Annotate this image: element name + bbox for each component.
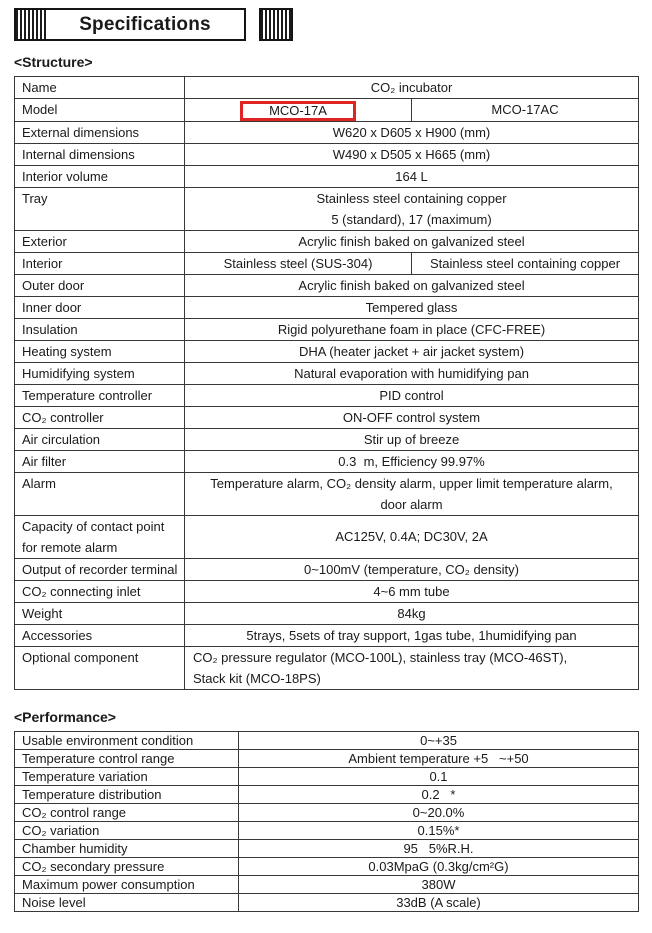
row-label: Tray [15,187,185,230]
row-value [185,580,639,602]
table-row [15,785,639,803]
value-text: Acrylic finish baked on galvanized steel [298,277,525,293]
row-value [185,362,639,384]
title-box [14,8,246,41]
row-label: Outer door [15,274,185,296]
row-value [185,384,639,406]
table-row [15,857,639,875]
row-value [185,121,639,143]
value-text: 380W [421,876,456,892]
stripe-decoration-left-icon [16,10,46,39]
table-row [15,318,639,340]
row-label: External dimensions [15,121,185,143]
value-text: 0.15%* [417,822,460,838]
value-text: 0.2 * [421,786,456,802]
table-row [15,803,639,821]
row-value [239,767,639,785]
row-value [185,340,639,362]
value-line [189,473,634,494]
row-label: Name [15,77,185,99]
table-row [15,230,639,252]
row-label: Model [15,99,185,122]
row-value [185,406,639,428]
table-row [15,646,639,689]
value-text: CO₂ incubator [370,80,453,95]
row-label: Usable environment condition [15,731,239,749]
value-text: Stainless steel containing copper [429,255,621,271]
stripe-decoration-right-icon [259,8,293,41]
row-value [185,602,639,624]
row-value [185,143,639,165]
table-row [15,165,639,187]
page-title: Specifications [79,14,211,35]
row-value [239,857,639,875]
row-label: CO₂ connecting inlet [15,580,185,602]
value-text: AC125V, 0.4A; DC30V, 2A [335,529,488,545]
value-text: 0~100mV (temperature, CO₂ density) [304,561,519,577]
value-text: Natural evaporation with humidifying pan [294,365,529,381]
value-text: Temperature alarm, CO₂ density alarm, upper limit temperature alarm, [210,475,613,491]
value-text: MCO-17A [269,102,327,118]
table-row [15,602,639,624]
row-value [239,803,639,821]
row-label: Weight [15,602,185,624]
value-text: Stack kit (MCO-18PS) [193,670,321,686]
row-value [185,77,639,99]
value-text: W490 x D505 x H665 (mm) [332,146,491,162]
row-label: Optional component [15,646,185,689]
row-value [239,875,639,893]
row-value [185,99,412,122]
row-label: CO₂ secondary pressure [15,857,239,875]
row-value [239,785,639,803]
row-label: Air filter [15,450,185,472]
value-text: 84kg [397,605,426,621]
table-row [15,187,639,230]
row-value [185,296,639,318]
row-label: Temperature variation [15,767,239,785]
row-label: Temperature control range [15,749,239,767]
value-line [193,668,634,689]
value-text: Acrylic finish baked on galvanized steel [298,233,525,249]
value-text: 0.3 m, Efficiency 99.97% [338,453,485,469]
row-label: Temperature controller [15,384,185,406]
value-text: 0~+35 [420,732,457,748]
performance-heading: <Performance> [14,708,116,725]
table-row [15,406,639,428]
row-label: Temperature distribution [15,785,239,803]
row-value [239,893,639,911]
value-text: 95 5%R.H. [403,840,474,856]
value-text: 5trays, 5sets of tray support, 1gas tube, 1humidifying pan [246,627,577,643]
structure-heading: <Structure> [14,54,93,70]
row-value [185,252,412,274]
table-row [15,472,639,515]
row-value [185,515,639,558]
table-row [15,384,639,406]
row-value [185,646,639,689]
value-line [189,209,634,230]
table-row [15,624,639,646]
table-row [15,296,639,318]
row-label: Chamber humidity [15,839,239,857]
table-row [15,340,639,362]
value-text: PID control [379,387,444,403]
row-label: Capacity of contact point for remote alarm [15,515,185,558]
value-line [189,188,634,209]
row-value [185,318,639,340]
table-row [15,362,639,384]
value-text: Stir up of breeze [363,431,460,447]
row-value [185,230,639,252]
row-label: CO₂ controller [15,406,185,428]
value-text: ON-OFF control system [342,409,481,425]
row-value [239,839,639,857]
table-row [15,558,639,580]
value-text: 5 (standard), 17 (maximum) [331,211,492,227]
row-label: Humidifying system [15,362,185,384]
table-row [15,767,639,785]
table-row [15,749,639,767]
row-label: Noise level [15,893,239,911]
table-row [15,274,639,296]
table-row [15,428,639,450]
value-text: MCO-17AC [491,102,559,118]
table-row [15,731,639,749]
row-label: Accessories [15,624,185,646]
table-row [15,580,639,602]
table-row [15,821,639,839]
row-value [185,558,639,580]
highlight-box [240,101,356,121]
table-row [15,515,639,558]
row-value [185,428,639,450]
row-label: Exterior [15,230,185,252]
specifications-header [14,8,638,41]
performance-table [14,731,639,912]
table-row [15,893,639,911]
value-text: Tempered glass [365,299,458,315]
value-line [189,494,634,515]
table-row [15,450,639,472]
row-value [239,731,639,749]
row-value [185,274,639,296]
row-value [185,450,639,472]
row-label: CO₂ control range [15,803,239,821]
value-text: 0.1 [429,768,448,784]
row-label: Output of recorder terminal [15,558,185,580]
table-row [15,143,639,165]
value-text: Stainless steel containing copper [316,190,507,206]
row-value [185,624,639,646]
row-label: Inner door [15,296,185,318]
value-text: W620 x D605 x H900 (mm) [332,124,491,140]
value-text: 164 L [395,168,428,184]
row-value [239,749,639,767]
value-text: CO₂ pressure regulator (MCO-100L), stainless tray (MCO-46ST), [193,649,568,665]
table-row [15,875,639,893]
table-row [15,99,639,122]
row-label: Internal dimensions [15,143,185,165]
value-text: 0~20.0% [412,804,465,820]
row-label: Insulation [15,318,185,340]
table-row [15,839,639,857]
structure-table [14,76,639,690]
row-label: Alarm [15,472,185,515]
row-value [412,252,639,274]
row-label: Interior volume [15,165,185,187]
value-text: DHA (heater jacket + air jacket system) [298,343,525,359]
row-value [185,472,639,515]
row-label: CO₂ variation [15,821,239,839]
value-text: 33dB (A scale) [396,894,481,910]
row-label: Heating system [15,340,185,362]
row-value [239,821,639,839]
row-value [185,187,639,230]
value-text: Rigid polyurethane foam in place (CFC-FREE) [277,321,546,337]
table-row [15,77,639,99]
header-gap [246,8,259,41]
row-label: Air circulation [15,428,185,450]
value-text: Ambient temperature +5 ~+50 [348,750,529,766]
row-label: Maximum power consumption [15,875,239,893]
table-row [15,252,639,274]
row-value [412,99,639,122]
value-text: 4~6 mm tube [373,583,450,599]
value-text: 0.03MpaG (0.3kg/cm²G) [368,858,509,874]
table-row [15,121,639,143]
value-text: door alarm [380,496,443,512]
row-value [185,165,639,187]
value-text: Stainless steel (SUS-304) [223,255,373,271]
value-line [193,647,634,668]
row-label: Interior [15,252,185,274]
